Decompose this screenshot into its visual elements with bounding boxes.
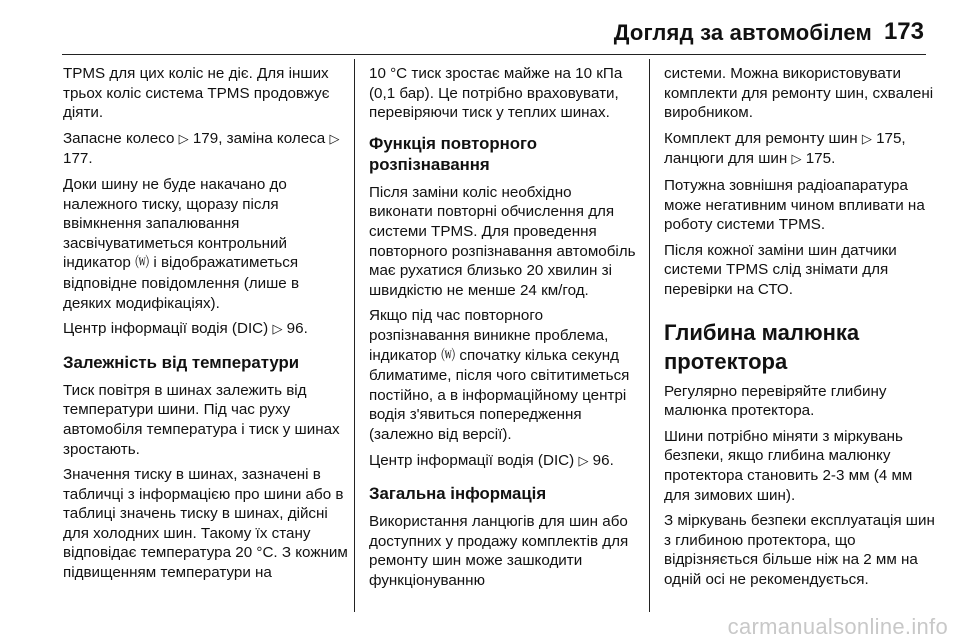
- page-number: 173: [883, 18, 924, 45]
- header-rule: [62, 54, 926, 55]
- paragraph: [369, 451, 637, 472]
- section-heading: Функція повторного розпізнавання: [369, 133, 538, 174]
- cross-reference-arrow-icon: ▷: [861, 131, 872, 147]
- cross-reference-text: 177.: [63, 150, 93, 168]
- paragraph-text: і відображатиметься відповідне повідомлення (лише в деяких модифікаціях).: [63, 254, 300, 312]
- paragraph: [63, 319, 349, 340]
- paragraph: 10 °C тиск зростає майже на 10 кПа (0,1 бар). Це потрібно враховувати, перевіряючи тиск у теплих шинах.: [369, 65, 623, 122]
- tpms-warning-indicator-icon: ⒲: [441, 347, 456, 364]
- column-3: [664, 64, 936, 589]
- cross-reference-arrow-icon: ▷: [791, 152, 802, 168]
- paragraph: Після кожної заміни шин датчики системи TPMS слід знімати для перевірки на СТО.: [664, 241, 897, 298]
- paragraph: [369, 306, 637, 444]
- cross-reference-text: 175, ланцюги для шин: [664, 129, 906, 168]
- cross-reference-text: 175.: [805, 150, 836, 168]
- paragraph: [664, 129, 936, 170]
- cross-reference-text: 179, заміна колеса: [192, 129, 326, 147]
- paragraph: системи. Можна використовувати комплекти для ремонту шин, схвалені виробником.: [664, 65, 934, 122]
- paragraph-text: Комплект для ремонту шин: [664, 129, 858, 147]
- paragraph: Потужна зовнішня радіоапаратура може негативним чином впливати на роботу системи TPMS.: [664, 176, 925, 234]
- section-heading: Загальна інформація: [369, 484, 547, 504]
- paragraph-text: Центр інформації водія (DIC): [369, 451, 575, 469]
- page-title: Догляд за автомобілем: [613, 20, 872, 45]
- paragraph: [63, 129, 349, 169]
- paragraph-text: Доки шину не буде накачано до належного тиску, щоразу після ввімкнення запалювання засвічуватиметься контрольний індикатор: [63, 175, 287, 272]
- paragraph: Після заміни коліс необхідно виконати повторні обчислення для системи TPMS. Для проведення повторного розпізнавання автомобіль має рухатися близько 20 хвилин зі швидкістю не менше 24 км/год.: [369, 183, 636, 299]
- paragraph-text: Центр інформації водія (DIC): [63, 320, 269, 338]
- paragraph: Тиск повітря в шинах залежить від температури шини. Під час руху автомобіля температура і тиск у шинах зростають.: [63, 381, 340, 458]
- cross-reference-text: 96.: [286, 320, 308, 338]
- section-heading: Залежність від температури: [63, 352, 300, 372]
- paragraph: З міркувань безпеки експлуатація шин з глибиною протектора, що відрізняється більше ніж на 2 мм на одній осі не рекомендується.: [664, 512, 935, 588]
- cross-reference-arrow-icon: ▷: [272, 322, 283, 338]
- paragraph-text: спочатку кілька секунд блиматиме, після чого світитиметься постійно, а в інформаційному центрі водія з'явиться попередження (залежно від версії).: [369, 346, 630, 443]
- paragraph: [63, 175, 349, 313]
- chapter-heading: Глибина малюнка протектора: [664, 319, 860, 374]
- paragraph: Регулярно перевіряйте глибину малюнка протектора.: [664, 382, 887, 420]
- paragraph-text: Запасне колесо: [63, 129, 175, 147]
- column-2: [369, 64, 637, 590]
- watermark: carmanualsonline.info: [727, 614, 948, 639]
- paragraph: Значення тиску в шинах, зазначені в табличці з інформацією про шини або в таблиці значень тиску в шинах, дійсні для холодних шин. Такому їх стану відповідає температура 20 °C. З кожним підвищенням температури на: [63, 466, 348, 582]
- paragraph: Використання ланцюгів для шин або доступних у продажу комплектів для ремонту шин може зашкодити функціонуванню: [369, 513, 629, 589]
- paragraph-text: Якщо під час повторного розпізнавання виникне проблема, індикатор: [369, 307, 609, 364]
- cross-reference-text: 96.: [592, 451, 614, 469]
- paragraph: TPMS для цих коліс не діє. Для інших трьох коліс система TPMS продовжує діяти.: [63, 65, 330, 122]
- column-divider: [354, 59, 355, 612]
- cross-reference-arrow-icon: ▷: [578, 453, 589, 469]
- tpms-warning-indicator-icon: ⒲: [135, 255, 150, 272]
- column-divider: [649, 59, 650, 612]
- cross-reference-arrow-icon: ▷: [178, 131, 189, 147]
- cross-reference-arrow-icon: ▷: [329, 131, 340, 147]
- paragraph: Шини потрібно міняти з міркувань безпеки, якщо глибина малюнку протектора становить 2-3 мм (4 мм для зимових шин).: [664, 427, 913, 504]
- column-1: [63, 64, 349, 583]
